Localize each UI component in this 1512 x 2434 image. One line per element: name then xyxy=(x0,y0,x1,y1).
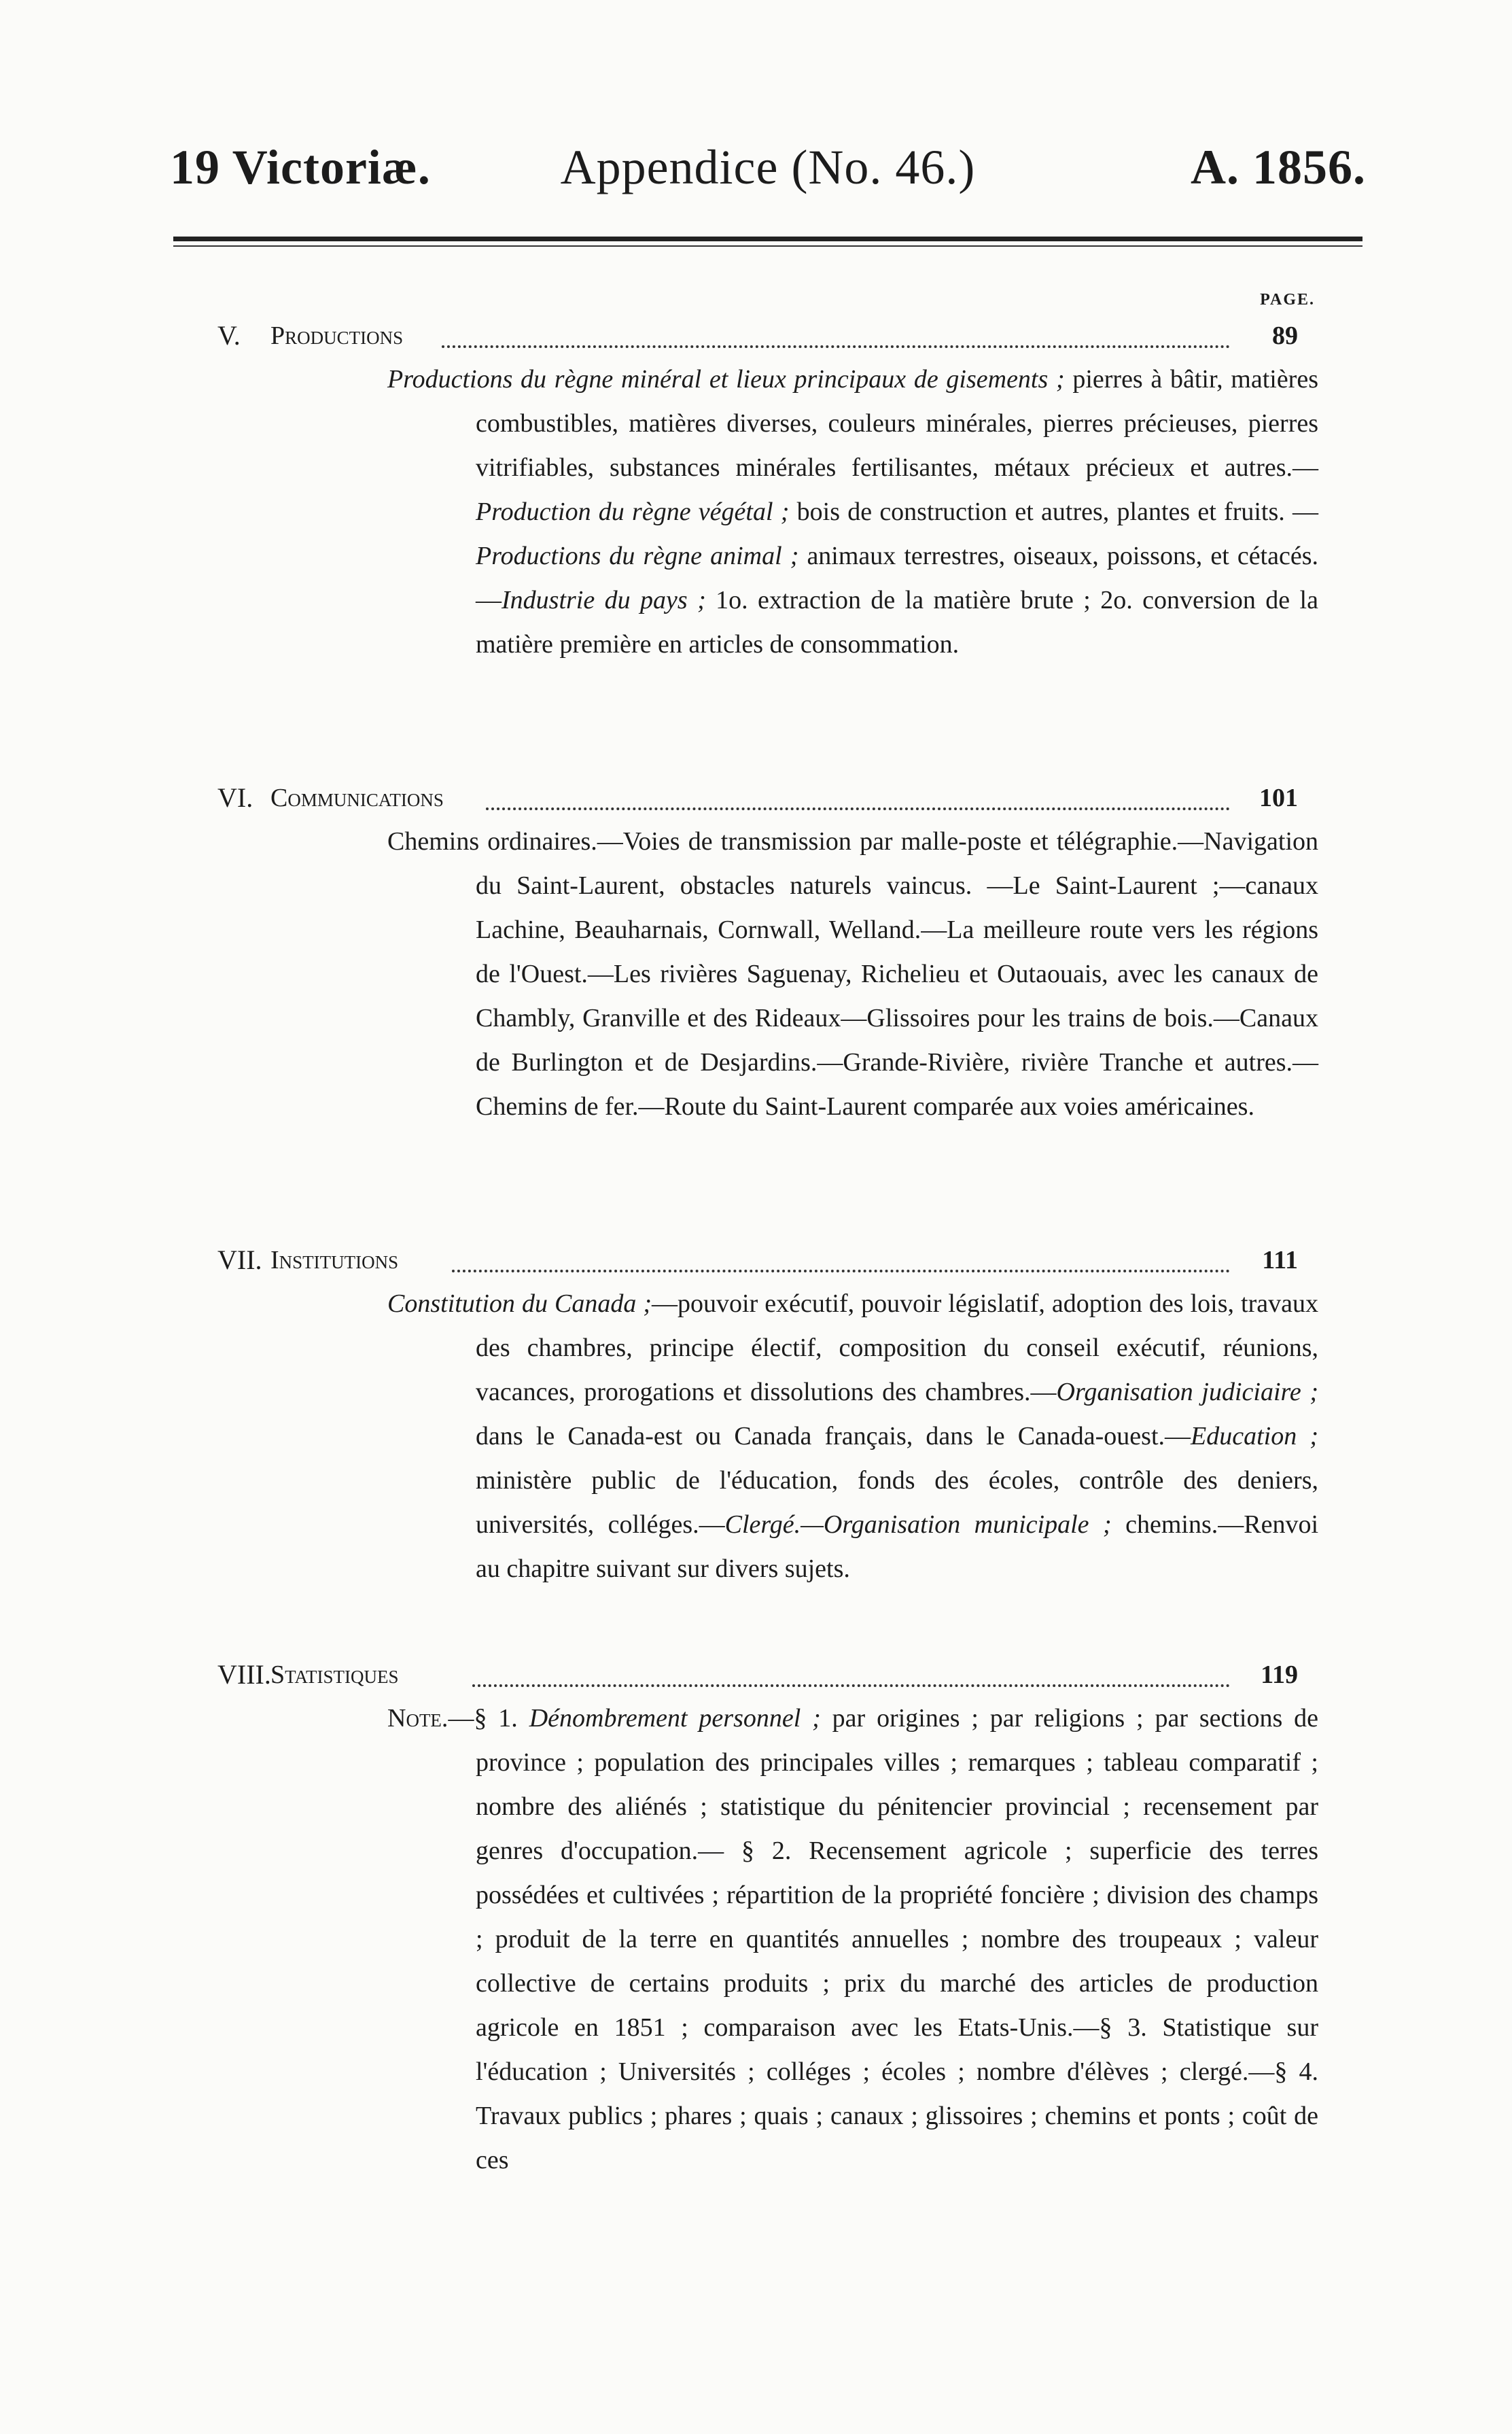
dot-leader xyxy=(486,805,1230,810)
body-text: —pouvoir exécutif, pouvoir législatif, adoption des lois, travaux des chambres, principe électif, composition du conseil exécutif, réunions, vacances, prorogations et dissolutions des chambres.— xyxy=(476,1289,1318,1406)
note-label: Note. xyxy=(387,1704,449,1733)
section-title: Institutions xyxy=(270,1246,399,1274)
italic-heading: Education ; xyxy=(1191,1422,1318,1450)
section-number: V. xyxy=(217,320,241,351)
body-text: pierres à bâtir, matières combustibles, matières diverses, couleurs minérales, pierres précieuses, pierres vitrifiables, substances minérales fertilisantes, métaux précieux et autres.— xyxy=(476,365,1318,482)
body-text: chemins.—Renvoi au chapitre suivant sur divers sujets. xyxy=(476,1510,1318,1583)
italic-heading: Industrie du pays ; xyxy=(502,586,706,614)
page-number: 111 xyxy=(1262,1246,1298,1274)
section-viii xyxy=(217,1658,1319,2208)
italic-heading: Productions du règne animal ; xyxy=(476,542,799,570)
header-rule-thick xyxy=(173,237,1362,241)
section-number: VII. xyxy=(217,1245,262,1275)
section-vi xyxy=(217,782,1318,1155)
section-title: Productions xyxy=(270,321,404,350)
italic-heading: Constitution du Canada ; xyxy=(387,1289,652,1318)
section-v xyxy=(217,319,1318,693)
italic-heading: Production du règne végétal ; xyxy=(476,498,790,526)
dot-leader xyxy=(442,343,1230,348)
section-vii xyxy=(217,1244,1319,1617)
section-body: Chemins ordinaires.—Voies de transmission par malle-poste et télégraphie.—Navigation du Saint-Laurent, obstacles naturels vaincus. —Le Saint-Laurent ;—canaux Lachine, Beauharnais, Cornwall, Welland.—La meilleure route vers les régions de l'Ouest.—Les rivières Saguenay, Richelieu et Outaouais, avec les canaux de Chambly, Granville et des Rideaux—Glissoires pour les trains de bois.—Canaux de Burlington et de Desjardins.—Grande-Rivière, rivière Tranche et autres.—Chemins de fer.—Route du Saint-Laurent comparée aux voies américaines. xyxy=(387,827,1318,1121)
toc-entry xyxy=(217,1244,1298,1282)
italic-heading: Dénombrement personnel ; xyxy=(529,1704,821,1733)
dot-leader xyxy=(452,1267,1230,1272)
body-text: 1o. extraction de la matière brute ; 2o. conversion de la matière première en articles de consommation. xyxy=(476,586,1318,659)
italic-heading: Organisation judiciaire ; xyxy=(1056,1378,1319,1406)
section-number: VIII. xyxy=(217,1659,271,1690)
italic-heading: Productions du règne minéral et lieux principaux de gisements ; xyxy=(387,365,1065,394)
body-text: —§ 1. xyxy=(448,1704,529,1733)
page-column-label: PAGE. xyxy=(1260,291,1315,309)
section-body xyxy=(387,1282,1318,1591)
body-text: animaux terrestres, oiseaux, poissons, et cétacés.— xyxy=(476,542,1318,614)
toc-entry xyxy=(217,782,1298,820)
section-title: Statistiques xyxy=(270,1661,399,1689)
body-text: par origines ; par religions ; par sections de province ; population des principales villes ; remarques ; tableau comparatif ; nombre des aliénés ; statistique du pénitencier provincial ; recensement par genres d'occupation.— § 2. Recensement agricole ; superficie des terres possédées et cultivées ; répartition de la propriété foncière ; division des champs ; produit de la terre en quantités annuelles ; nombre des troupeaux ; valeur collective de certains produits ; prix du marché des articles de production agricole en 1851 ; comparaison avec les Etats-Unis.—§ 3. Statistique sur l'éducation ; Universités ; colléges ; écoles ; nombre d'élèves ; clergé.—§ 4. Travaux publics ; phares ; quais ; canaux ; glissoires ; chemins et ponts ; coût de ces xyxy=(476,1704,1319,2174)
toc-entry xyxy=(217,1658,1298,1697)
page-number: 119 xyxy=(1261,1661,1298,1689)
section-title: Communications xyxy=(270,784,444,812)
toc-entry xyxy=(217,319,1298,358)
section-number: VI. xyxy=(217,782,253,813)
header-center: Appendice (No. 46.) xyxy=(560,140,976,194)
header-right: A. 1856. xyxy=(1191,140,1366,194)
page-number: 89 xyxy=(1272,321,1298,350)
body-text: bois de construction et autres, plantes et fruits. — xyxy=(789,498,1318,526)
section-body xyxy=(387,358,1318,667)
page-number: 101 xyxy=(1259,784,1298,812)
running-header xyxy=(170,139,1366,201)
section-body xyxy=(387,1697,1318,2183)
header-rule-thin xyxy=(173,245,1362,247)
body-text: dans le Canada-est ou Canada français, dans le Canada-ouest.— xyxy=(476,1422,1191,1450)
header-left: 19 Victoriæ. xyxy=(170,140,431,194)
body-text: ministère public de l'éducation, fonds des écoles, contrôle des deniers, universités, colléges.— xyxy=(476,1466,1318,1539)
dot-leader xyxy=(472,1682,1230,1687)
italic-heading: Clergé.—Organisation municipale ; xyxy=(724,1510,1112,1539)
